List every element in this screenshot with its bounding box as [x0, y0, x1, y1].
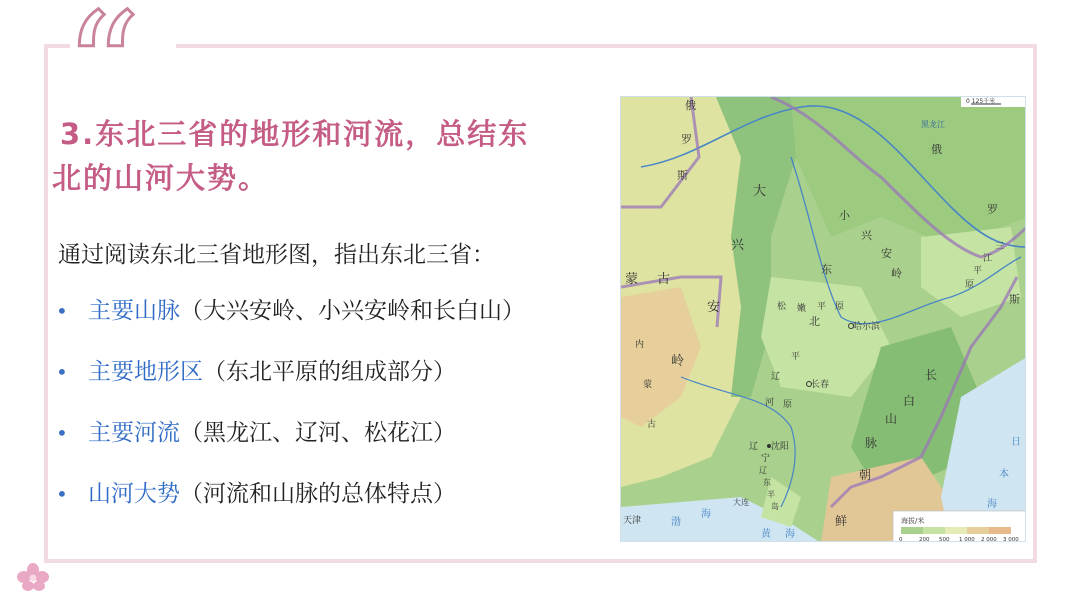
- map-label: 原: [835, 302, 845, 312]
- map-label: 岭: [671, 354, 685, 369]
- title-line-2: 北的山河大势。: [52, 161, 270, 195]
- map-city-marker: [767, 444, 771, 448]
- map-label: 原: [783, 400, 793, 410]
- map-label: 东: [763, 478, 771, 487]
- northeast-terrain-map: [620, 96, 1026, 542]
- map-label: 宁: [761, 454, 771, 464]
- map-legend-swatch: [923, 527, 945, 534]
- map-legend-swatch: [901, 527, 923, 534]
- bullet-item: [56, 292, 525, 353]
- map-label: 沈阳: [771, 442, 790, 452]
- map-label: 脉: [865, 436, 878, 450]
- map-label: 兴: [731, 238, 745, 253]
- title-line-1: 3.东北三省的地形和河流，总结东: [60, 117, 530, 151]
- intro-text: 通过阅读东北三省地形图，指出东北三省：: [58, 242, 495, 268]
- map-label: 俄: [685, 99, 696, 112]
- map-legend-value: 3 000: [1003, 537, 1019, 542]
- map-label: 平: [973, 266, 983, 276]
- map-label: 大连: [733, 498, 749, 507]
- map-label: 斯: [677, 169, 688, 182]
- map-label: 海: [701, 509, 711, 520]
- bullet-detail: （河流和山脉的总体特点）: [180, 481, 456, 507]
- bullet-detail: （大兴安岭、小兴安岭和长白山）: [180, 298, 525, 324]
- map-scale-label: 0 125千米: [966, 98, 996, 105]
- map-label: 江: [983, 254, 993, 264]
- map-label: 哈尔滨: [853, 322, 881, 332]
- map-label: 蒙: [643, 380, 653, 390]
- map-label: 河: [765, 398, 775, 408]
- map-legend-swatch: [989, 527, 1011, 534]
- map-label: 内: [635, 340, 645, 350]
- map-label: 渤: [671, 517, 681, 528]
- map-label: 长: [925, 368, 938, 382]
- map-label: 安: [881, 247, 892, 260]
- flower-icon: [16, 562, 50, 592]
- map-label: 东: [821, 263, 832, 276]
- bullet-key: 主要山脉: [88, 298, 180, 324]
- map-legend: [893, 511, 1026, 542]
- map-label: 罗: [987, 203, 998, 216]
- map-label: 辽: [749, 442, 759, 452]
- map-label: 古: [657, 272, 671, 287]
- map-label: 古: [647, 420, 657, 430]
- map-label: 长春: [811, 380, 830, 390]
- map-north-forest: [791, 97, 1026, 247]
- map-label: 小: [839, 209, 850, 222]
- map-label: 原: [965, 280, 975, 290]
- bullet-item: [56, 475, 525, 536]
- bullet-dot-icon: •: [56, 360, 68, 384]
- map-label: 松: [777, 302, 787, 312]
- map-label: 斯: [1009, 293, 1020, 306]
- map-label: 朝: [859, 468, 872, 482]
- map-legend-swatch: [967, 527, 989, 534]
- map-label: 三: [995, 242, 1005, 252]
- map-legend-title: 海拔/米: [901, 517, 925, 525]
- quote-mark-icon: “: [64, 0, 133, 156]
- map-label: 山: [885, 412, 898, 426]
- map-label: 岛: [771, 502, 779, 511]
- bullet-key: 主要河流: [88, 420, 180, 446]
- map-label: 半: [767, 490, 775, 499]
- map-label: 平: [817, 302, 827, 312]
- map-label: 辽: [771, 372, 781, 382]
- bullet-item: [56, 414, 525, 475]
- map-label: 鲜: [835, 514, 848, 528]
- map-label: 罗: [681, 133, 692, 146]
- bullet-dot-icon: •: [56, 299, 68, 323]
- bullet-dot-icon: •: [56, 482, 68, 506]
- map-svg: [621, 97, 1026, 542]
- map-label: 黄: [761, 529, 771, 540]
- map-label: 兴: [861, 229, 872, 242]
- map-legend-value: 0: [899, 537, 903, 542]
- map-label: 天津: [623, 516, 642, 526]
- map-legend-value: 200: [919, 537, 930, 542]
- map-label: 岭: [891, 267, 902, 280]
- map-label: 安: [707, 300, 721, 315]
- map-label: 嫩: [797, 304, 807, 314]
- map-label: 白: [903, 394, 916, 408]
- bullet-dot-icon: •: [56, 421, 68, 445]
- map-legend-swatch: [945, 527, 967, 534]
- bullet-item: [56, 353, 525, 414]
- map-label: 蒙: [625, 272, 639, 287]
- map-label: 辽: [759, 466, 767, 475]
- map-label: 大: [753, 184, 767, 199]
- bullet-detail: （黑龙江、辽河、松花江）: [180, 420, 456, 446]
- map-label: 北: [809, 315, 820, 328]
- map-label: 俄: [931, 143, 942, 156]
- map-label: 黑龙江: [921, 120, 945, 129]
- bullet-key: 主要地形区: [88, 359, 203, 385]
- map-label: 平: [791, 352, 801, 362]
- map-legend-value: 500: [939, 537, 950, 542]
- slide-title: [52, 112, 612, 200]
- bullet-detail: （东北平原的组成部分）: [203, 359, 456, 385]
- map-label: 海: [785, 529, 795, 540]
- map-legend-value: 1 000: [959, 537, 975, 542]
- map-label: 日: [1011, 437, 1021, 448]
- bullet-key: 山河大势: [88, 481, 180, 507]
- bullet-list: [56, 292, 525, 536]
- map-label: 本: [999, 469, 1009, 480]
- map-label: 海: [987, 499, 997, 510]
- map-legend-value: 2 000: [981, 537, 997, 542]
